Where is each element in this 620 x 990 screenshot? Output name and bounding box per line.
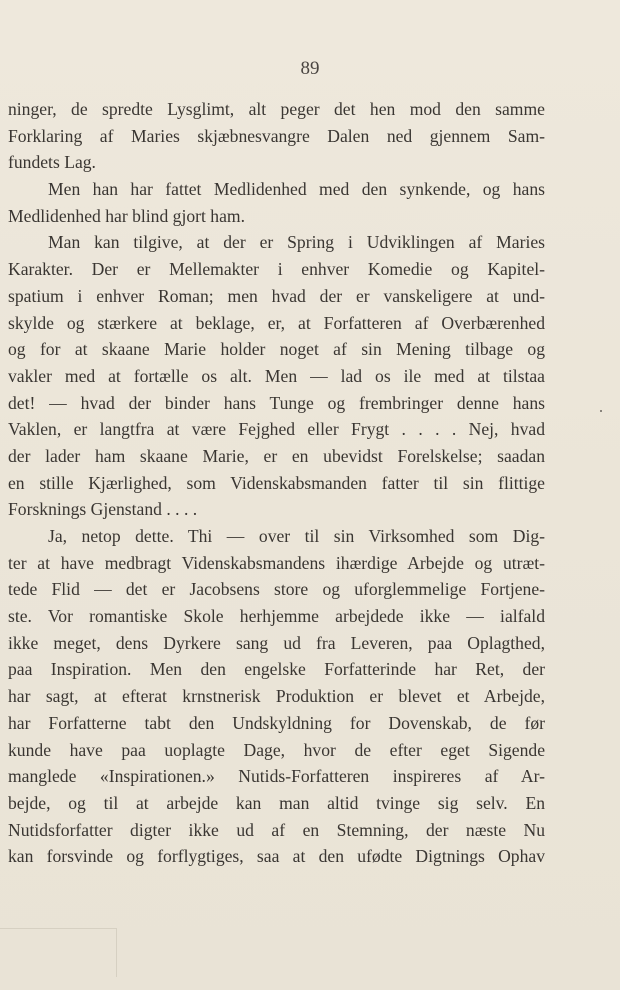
text-line: spatium i enhver Roman; men hvad der er vanskeligere at und- bbox=[8, 285, 545, 306]
text-line: kunde have paa uoplagte Dage, hvor de efter eget Sigende bbox=[8, 739, 545, 760]
text-line: skylde og stærkere at beklage, er, at Forfatteren af Overbærenhed bbox=[8, 312, 545, 333]
text-line: tede Flid — det er Jacobsens store og uforglemmelige Fortjene- bbox=[8, 579, 545, 600]
text-line: har sagt, at efterat krnstnerisk Produktion er blevet et Arbejde, bbox=[8, 686, 545, 707]
text-line: paa Inspiration. Men den engelske Forfatterinde har Ret, der bbox=[8, 659, 545, 680]
text-line: vakler med at fortælle os alt. Men — lad os ile med at tilstaa bbox=[8, 365, 545, 386]
text-line: Medlidenhed har blind gjort ham. bbox=[8, 205, 245, 226]
text-line: fundets Lag. bbox=[8, 152, 96, 173]
text-line: Forsknings Gjenstand . . . . bbox=[8, 499, 198, 520]
text-line: Vaklen, er langtfra at være Fejghed eller Frygt . . . . Nej, hvad bbox=[8, 419, 545, 440]
text-line: kan forsvinde og forflygtiges, saa at den ufødte Digtnings Ophav bbox=[8, 846, 545, 867]
text-line: det! — hvad der binder hans Tunge og frembringer denne hans bbox=[8, 392, 545, 413]
text-line: ikke meget, dens Dyrkere sang ud fra Leveren, paa Oplagthed, bbox=[8, 632, 545, 653]
text-line: Men han har fattet Medlidenhed med den synkende, og hans bbox=[48, 179, 545, 200]
text-line: Man kan tilgive, at der er Spring i Udviklingen af Maries bbox=[48, 232, 545, 253]
text-line: ste. Vor romantiske Skole herhjemme arbejdede ikke — ialfald bbox=[8, 606, 545, 627]
paper-speck bbox=[600, 410, 602, 412]
text-line: en stille Kjærlighed, som Videnskabsmanden fatter til sin flittige bbox=[8, 472, 545, 493]
text-line: ninger, de spredte Lysglimt, alt peger det hen mod den samme bbox=[8, 99, 545, 119]
text-line: manglede «Inspirationen.» Nutids-Forfatteren inspireres af Ar- bbox=[8, 766, 545, 787]
text-line: bejde, og til at arbejde kan man altid tvinge sig selv. En bbox=[8, 792, 545, 813]
text-line: ter at have medbragt Videnskabsmandens ihærdige Arbejde og utræt- bbox=[8, 552, 545, 573]
page-number: 89 bbox=[300, 58, 320, 79]
text-line: og for at skaane Marie holder noget af sin Mening tilbage og bbox=[8, 339, 545, 360]
text-line: Karakter. Der er Mellemakter i enhver Komedie og Kapitel- bbox=[8, 259, 545, 280]
page-edge-mark bbox=[0, 928, 117, 977]
text-line: har Forfatterne tabt den Undskyldning for Dovenskab, de før bbox=[8, 712, 545, 733]
body-text bbox=[8, 96, 545, 870]
text-line: Ja, netop dette. Thi — over til sin Virksomhed som Dig- bbox=[48, 526, 545, 546]
text-line: der lader ham skaane Marie, er en ubevidst Forelskelse; saadan bbox=[8, 445, 545, 466]
text-line: Nutidsforfatter digter ikke ud af en Stemning, der næste Nu bbox=[8, 819, 545, 840]
text-line: Forklaring af Maries skjæbnesvangre Dalen ned gjennem Sam- bbox=[8, 125, 545, 146]
